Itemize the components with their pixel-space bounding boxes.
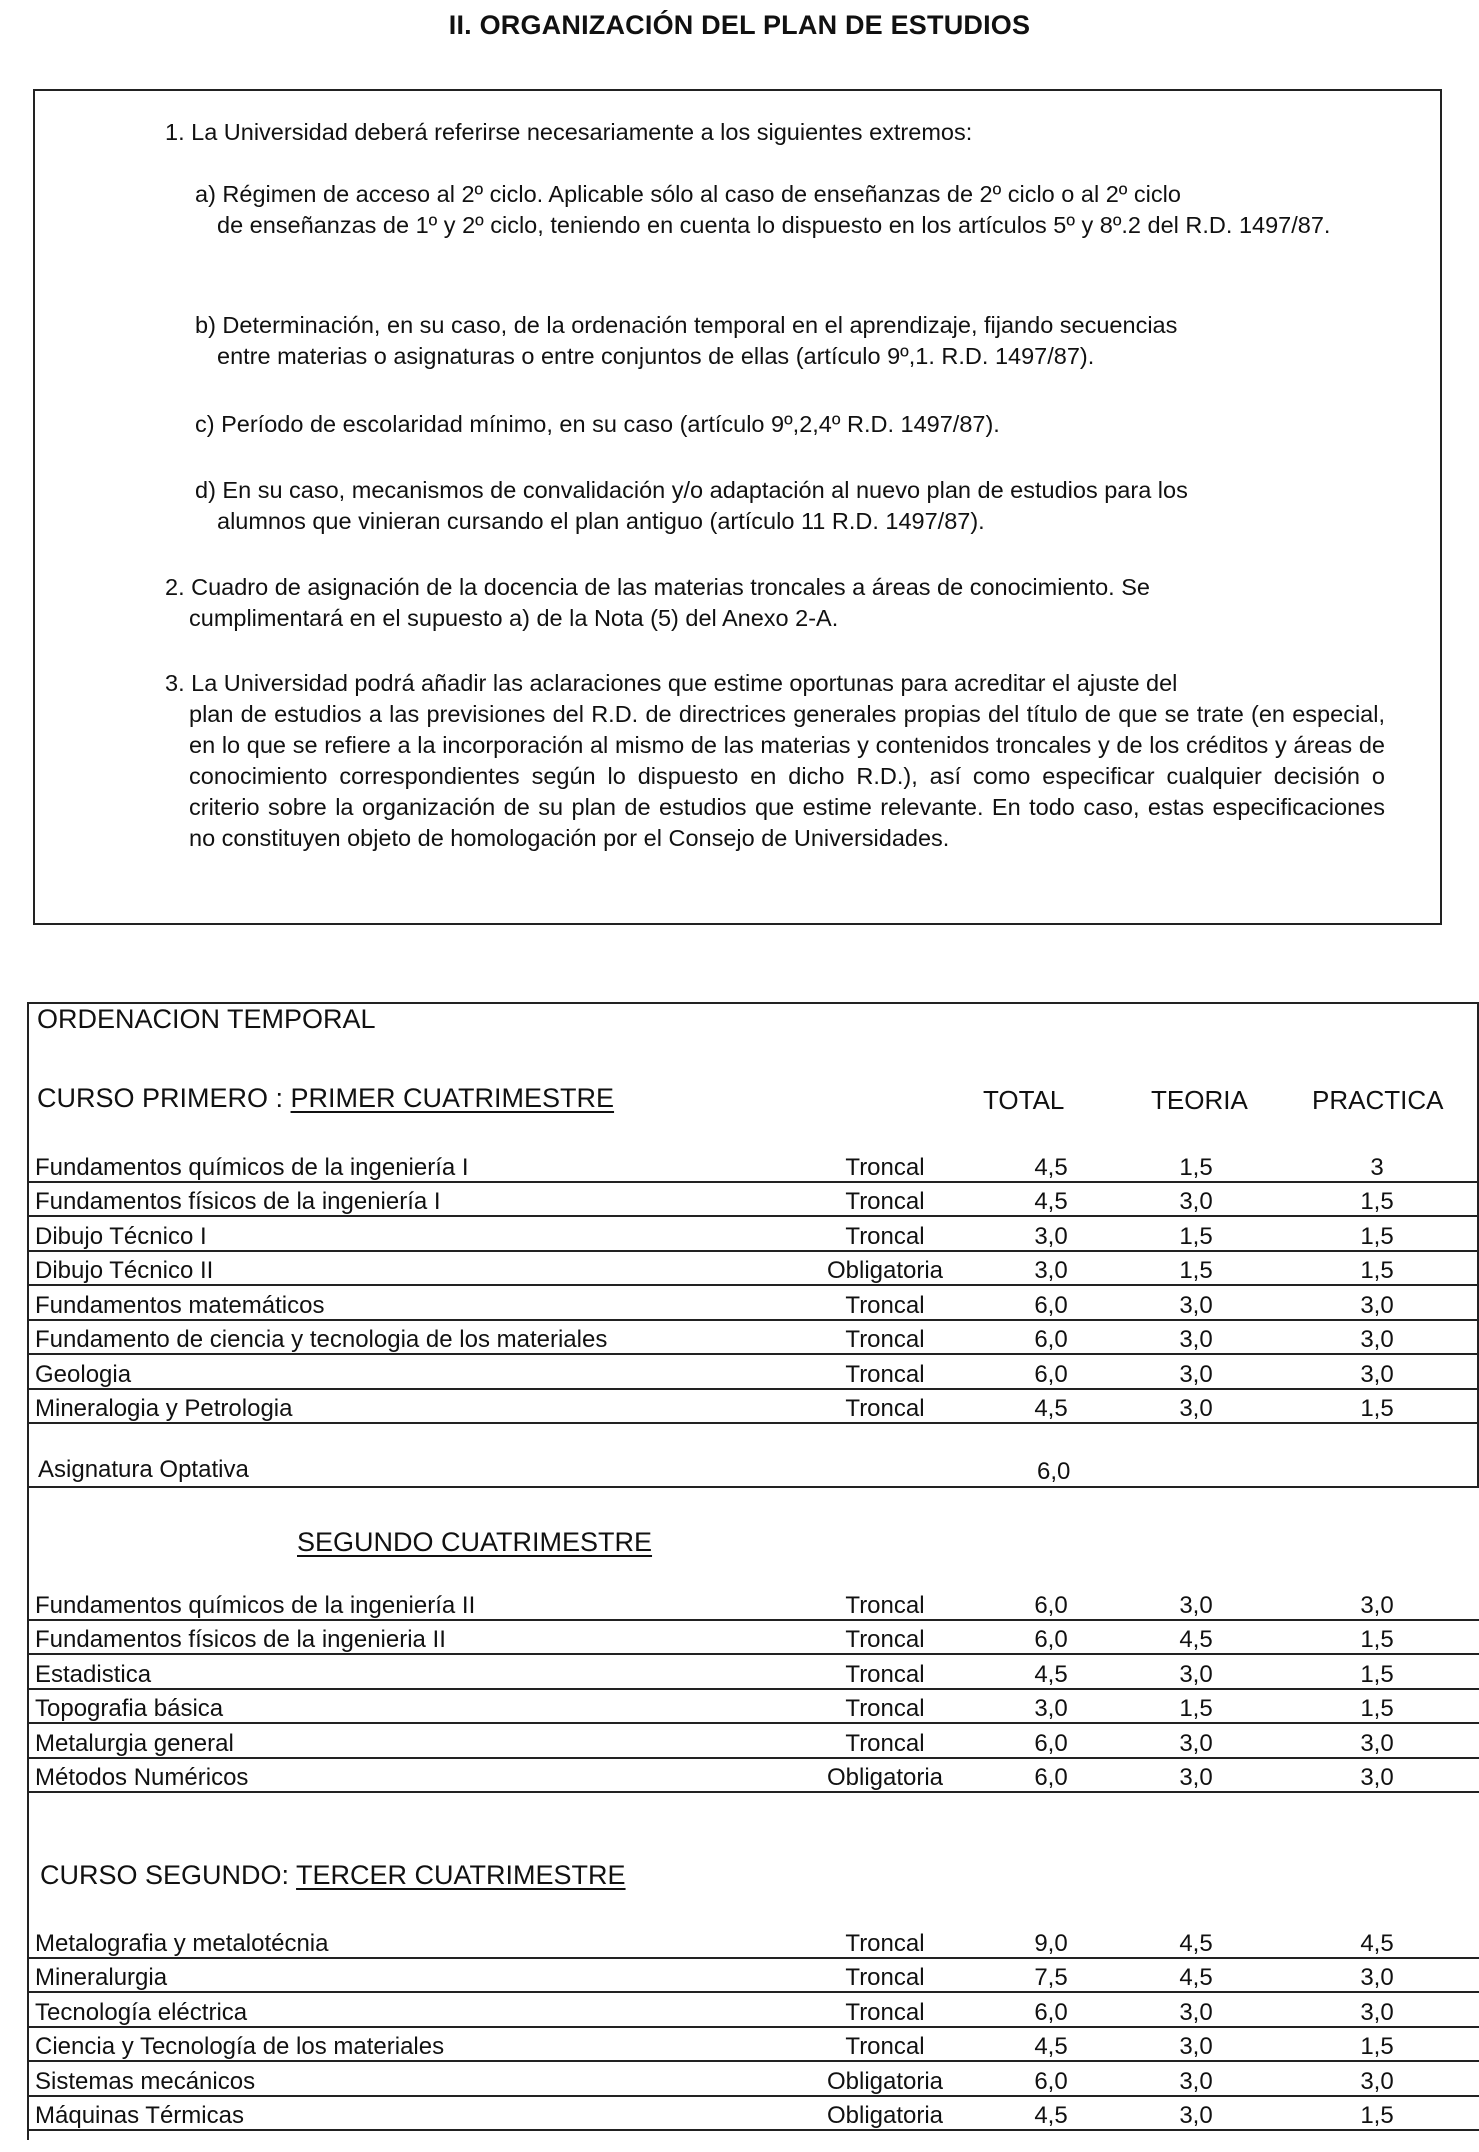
instruction-2-rest: cumplimentará en el supuesto a) de la Nota (5) del Anexo 2-A. [189, 605, 839, 631]
table-row [27, 1758, 1479, 1793]
instruction-d-rest: alumnos que vinieran cursando el plan antiguo (artículo 11 R.D. 1497/87). [217, 508, 985, 534]
instruction-b [195, 310, 1385, 372]
table-row [27, 2061, 1479, 2096]
practica-cell: 1,5 [1275, 2027, 1479, 2062]
total-cell: 6,0 [985, 1586, 1117, 1620]
subject-cell: Fundamentos químicos de la ingeniería II [27, 1586, 785, 1620]
term2-title: SEGUNDO CUATRIMESTRE [297, 1527, 653, 1557]
total-cell: 6,0 [985, 1992, 1117, 2027]
subject-cell: Metalurgia general [27, 1723, 785, 1758]
teoria-cell: 3,0 [1117, 1285, 1275, 1320]
teoria-cell: 3,0 [1117, 1758, 1275, 1793]
type-cell: Troncal [785, 1586, 985, 1620]
total-cell: 3,0 [985, 1251, 1117, 1286]
term3-table [27, 1924, 1479, 2131]
type-cell: Troncal [785, 1285, 985, 1320]
type-cell: Obligatoria [785, 2096, 985, 2131]
practica-cell: 3 [1275, 1148, 1479, 1182]
practica-cell: 3,0 [1275, 1992, 1479, 2027]
subject-cell: Fundamentos físicos de la ingenieria II [27, 1620, 785, 1655]
instructions-box [33, 89, 1442, 925]
type-cell: Troncal [785, 1958, 985, 1993]
total-cell: 6,0 [985, 1758, 1117, 1793]
optativa-label: Asignatura Optativa [38, 1456, 249, 1483]
type-cell: Obligatoria [785, 2061, 985, 2096]
page-title: II. ORGANIZACIÓN DEL PLAN DE ESTUDIOS [448, 10, 1031, 40]
practica-cell: 1,5 [1275, 1389, 1479, 1424]
subject-cell: Fundamentos matemáticos [27, 1285, 785, 1320]
total-cell: 3,0 [985, 1216, 1117, 1251]
subject-cell: Máquinas Térmicas [27, 2096, 785, 2131]
col-teoria-header: TEORIA [1151, 1085, 1248, 1115]
subject-cell: Dibujo Técnico I [27, 1216, 785, 1251]
instruction-a-rest: de enseñanzas de 1º y 2º ciclo, teniendo en cuenta lo dispuesto en los artículos 5º y 8º.2 del R.D. 1497/87. [217, 212, 1331, 238]
subject-cell: Fundamento de ciencia y tecnologia de los materiales [27, 1320, 785, 1355]
practica-cell: 4,5 [1275, 1924, 1479, 1958]
table-row [27, 1586, 1479, 1620]
table-row [27, 2027, 1479, 2062]
type-cell: Troncal [785, 2027, 985, 2062]
subject-cell: Topografia básica [27, 1689, 785, 1724]
type-cell: Troncal [785, 1389, 985, 1424]
type-cell: Obligatoria [785, 1251, 985, 1286]
subject-cell: Fundamentos físicos de la ingeniería I [27, 1182, 785, 1217]
total-cell: 4,5 [985, 2096, 1117, 2131]
type-cell: Troncal [785, 1992, 985, 2027]
practica-cell: 1,5 [1275, 1689, 1479, 1724]
table-row [27, 1723, 1479, 1758]
optativa-separator [27, 1486, 1479, 1488]
total-cell: 6,0 [985, 1320, 1117, 1355]
type-cell: Troncal [785, 1924, 985, 1958]
practica-cell: 1,5 [1275, 2096, 1479, 2131]
type-cell: Troncal [785, 1320, 985, 1355]
practica-cell: 1,5 [1275, 1251, 1479, 1286]
instruction-3-first: 3. La Universidad podrá añadir las aclaraciones que estime oportunas para acreditar el ajuste del [165, 670, 1178, 696]
table-row [27, 1992, 1479, 2027]
instruction-2-first: 2. Cuadro de asignación de la docencia de las materias troncales a áreas de conocimiento. Se [165, 574, 1150, 600]
teoria-cell: 3,0 [1117, 1182, 1275, 1217]
teoria-cell: 3,0 [1117, 1723, 1275, 1758]
practica-cell: 3,0 [1275, 1285, 1479, 1320]
type-cell: Troncal [785, 1620, 985, 1655]
instruction-c: c) Período de escolaridad mínimo, en su caso (artículo 9º,2,4º R.D. 1497/87). [195, 411, 1000, 437]
table-row [27, 1620, 1479, 1655]
practica-cell: 1,5 [1275, 1654, 1479, 1689]
instruction-d [195, 475, 1385, 537]
table-row [27, 1182, 1479, 1217]
practica-cell: 3,0 [1275, 1758, 1479, 1793]
schedule-heading: ORDENACION TEMPORAL [37, 1004, 376, 1034]
total-cell: 4,5 [985, 1654, 1117, 1689]
teoria-cell: 1,5 [1117, 1216, 1275, 1251]
subject-cell: Tecnología eléctrica [27, 1992, 785, 2027]
teoria-cell: 3,0 [1117, 1389, 1275, 1424]
course1-heading [37, 1082, 614, 1114]
practica-cell: 3,0 [1275, 1723, 1479, 1758]
total-cell: 6,0 [985, 1285, 1117, 1320]
teoria-cell: 3,0 [1117, 2027, 1275, 2062]
teoria-cell: 3,0 [1117, 1354, 1275, 1389]
table-row [27, 1251, 1479, 1286]
col-practica-header: PRACTICA [1312, 1085, 1444, 1115]
instruction-3-rest: plan de estudios a las previsiones del R.D. de directrices generales propias del título de que se trate (en especial, en lo que se refiere a la incorporación al mismo de las materias y contenidos troncales y de los créditos y áreas de conocimiento correspondientes según lo dispuesto en dicho R.D.), así como especificar cualquier decisión o criterio sobre la organización de su plan de estudios que estime relevante. En todo caso, estas especificaciones no constituyen objeto de homologación por el Consejo de Universidades. [189, 701, 1385, 851]
col-total-header: TOTAL [983, 1085, 1065, 1115]
course2-term: TERCER CUATRIMESTRE [296, 1860, 626, 1890]
teoria-cell: 3,0 [1117, 1654, 1275, 1689]
table-row [27, 1689, 1479, 1724]
subject-cell: Metalografia y metalotécnia [27, 1924, 785, 1958]
practica-cell: 1,5 [1275, 1620, 1479, 1655]
teoria-cell: 4,5 [1117, 1620, 1275, 1655]
table-row [27, 1320, 1479, 1355]
instruction-a [195, 179, 1385, 241]
course1-prefix: CURSO PRIMERO : [37, 1083, 291, 1113]
teoria-cell: 3,0 [1117, 1320, 1275, 1355]
course2-heading [40, 1859, 626, 1891]
total-cell: 4,5 [985, 1182, 1117, 1217]
teoria-cell: 3,0 [1117, 2096, 1275, 2131]
term1-table [27, 1148, 1479, 1424]
practica-cell: 3,0 [1275, 1320, 1479, 1355]
subject-cell: Estadistica [27, 1654, 785, 1689]
teoria-cell: 1,5 [1117, 1148, 1275, 1182]
table-row [27, 1285, 1479, 1320]
type-cell: Troncal [785, 1689, 985, 1724]
subject-cell: Ciencia y Tecnología de los materiales [27, 2027, 785, 2062]
type-cell: Troncal [785, 1723, 985, 1758]
total-cell: 7,5 [985, 1958, 1117, 1993]
total-cell: 3,0 [985, 1689, 1117, 1724]
type-cell: Obligatoria [785, 1758, 985, 1793]
instruction-b-first: b) Determinación, en su caso, de la ordenación temporal en el aprendizaje, fijando secuencias [195, 312, 1178, 338]
subject-cell: Fundamentos químicos de la ingeniería I [27, 1148, 785, 1182]
table-row [27, 1654, 1479, 1689]
total-cell: 4,5 [985, 1148, 1117, 1182]
course1-term: PRIMER CUATRIMESTRE [290, 1083, 615, 1113]
total-cell: 4,5 [985, 2027, 1117, 2062]
instruction-a-first: a) Régimen de acceso al 2º ciclo. Aplicable sólo al caso de enseñanzas de 2º ciclo o al 2º ciclo [195, 181, 1181, 207]
practica-cell: 3,0 [1275, 1354, 1479, 1389]
teoria-cell: 3,0 [1117, 1992, 1275, 2027]
table-row [27, 1148, 1479, 1182]
subject-cell: Mineralogia y Petrologia [27, 1389, 785, 1424]
teoria-cell: 3,0 [1117, 1586, 1275, 1620]
total-cell: 6,0 [985, 1723, 1117, 1758]
subject-cell: Geologia [27, 1354, 785, 1389]
total-cell: 6,0 [985, 1354, 1117, 1389]
teoria-cell: 4,5 [1117, 1958, 1275, 1993]
table-row [27, 1958, 1479, 1993]
total-cell: 9,0 [985, 1924, 1117, 1958]
subject-cell: Sistemas mecánicos [27, 2061, 785, 2096]
practica-cell: 3,0 [1275, 2061, 1479, 2096]
instruction-3 [165, 668, 1385, 854]
practica-cell: 3,0 [1275, 1586, 1479, 1620]
teoria-cell: 1,5 [1117, 1251, 1275, 1286]
table-row [27, 2096, 1479, 2131]
teoria-cell: 1,5 [1117, 1689, 1275, 1724]
practica-cell: 1,5 [1275, 1182, 1479, 1217]
total-cell: 4,5 [985, 1389, 1117, 1424]
instruction-2 [165, 572, 1385, 634]
type-cell: Troncal [785, 1148, 985, 1182]
type-cell: Troncal [785, 1654, 985, 1689]
table-row [27, 1216, 1479, 1251]
subject-cell: Mineralurgia [27, 1958, 785, 1993]
subject-cell: Métodos Numéricos [27, 1758, 785, 1793]
type-cell: Troncal [785, 1354, 985, 1389]
term2-table [27, 1586, 1479, 1793]
instruction-d-first: d) En su caso, mecanismos de convalidación y/o adaptación al nuevo plan de estudios para los [195, 477, 1188, 503]
type-cell: Troncal [785, 1182, 985, 1217]
subject-cell: Dibujo Técnico II [27, 1251, 785, 1286]
total-cell: 6,0 [985, 1620, 1117, 1655]
type-cell: Troncal [785, 1216, 985, 1251]
teoria-cell: 3,0 [1117, 2061, 1275, 2096]
practica-cell: 1,5 [1275, 1216, 1479, 1251]
term2-heading [297, 1526, 652, 1558]
practica-cell: 3,0 [1275, 1958, 1479, 1993]
instruction-1: 1. La Universidad deberá referirse necesariamente a los siguientes extremos: [165, 119, 973, 145]
table-row [27, 1354, 1479, 1389]
course2-prefix: CURSO SEGUNDO: [40, 1860, 297, 1890]
optativa-total: 6,0 [1037, 1458, 1071, 1485]
table-row [27, 1389, 1479, 1424]
instruction-b-rest: entre materias o asignaturas o entre conjuntos de ellas (artículo 9º,1. R.D. 1497/87). [217, 343, 1095, 369]
teoria-cell: 4,5 [1117, 1924, 1275, 1958]
table-row [27, 1924, 1479, 1958]
total-cell: 6,0 [985, 2061, 1117, 2096]
